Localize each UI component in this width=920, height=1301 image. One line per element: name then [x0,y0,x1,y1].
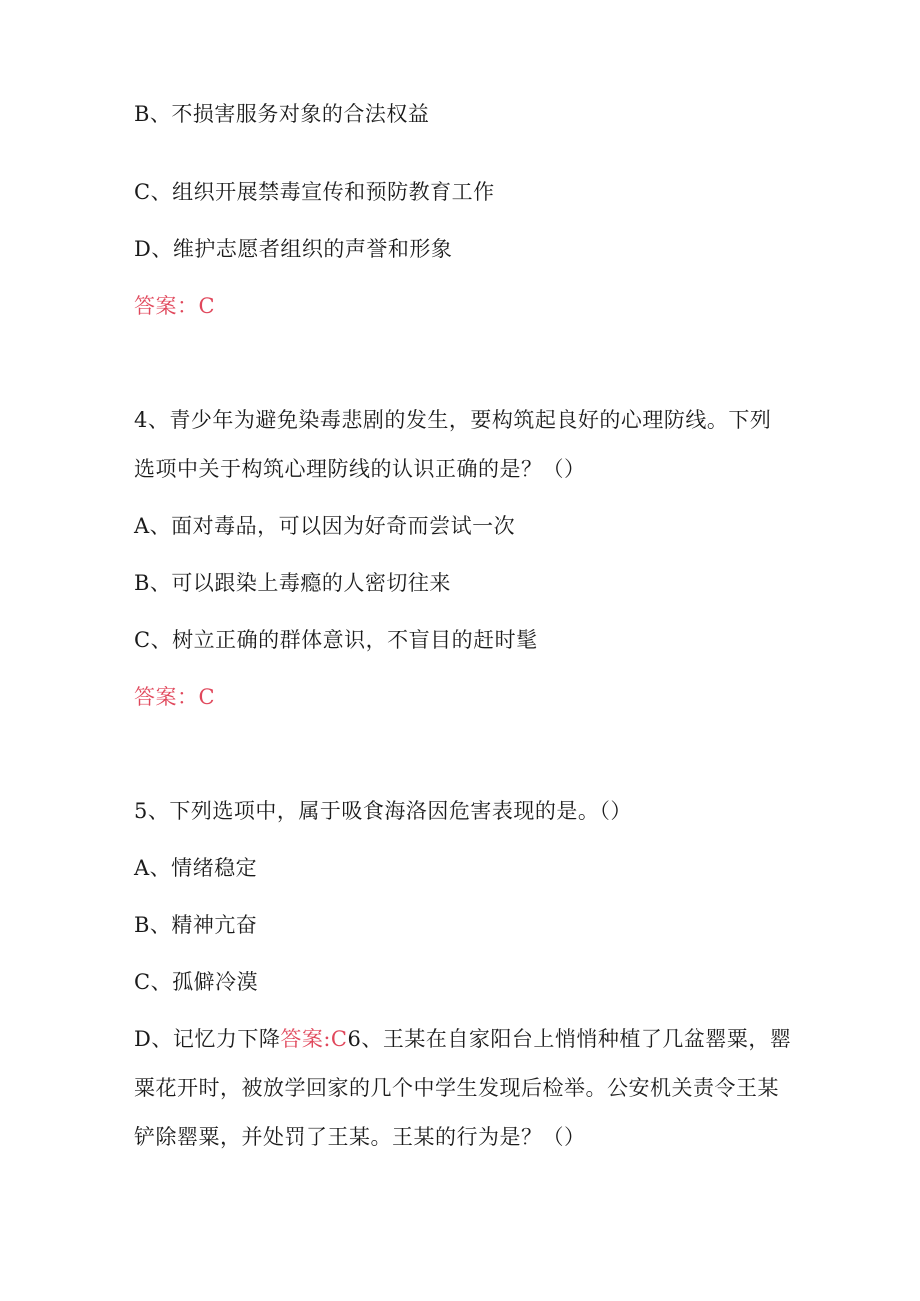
q5-option-a: A、情绪稳定 [134,856,258,880]
q5-option-d: D、记忆力下降 [134,1027,281,1051]
q5-stem: 5、下列选项中，属于吸食海洛因危害表现的是。（） [134,799,632,823]
q3-option-b: B、不损害服务对象的合法权益 [134,102,430,126]
q5-option-b: B、精神亢奋 [134,913,258,937]
q5-answer: 答案:C [280,1027,348,1051]
q3-answer: 答案：C [134,294,216,318]
q6-stem-line2: 粟花开时，被放学回家的几个中学生发现后检举。公安机关责令王某 [134,1076,779,1100]
q4-option-b: B、可以跟染上毒瘾的人密切往来 [134,571,451,595]
q4-answer: 答案：C [134,685,216,709]
q4-stem-line2: 选项中关于构筑心理防线的认识正确的是？（） [134,457,586,481]
q6-stem-start: 6、王某在自家阳台上悄悄种植了几盆罂粟，罂 [347,1027,792,1051]
q4-stem-line1: 4、青少年为避免染毒悲剧的发生，要构筑起良好的心理防线。下列 [134,408,772,432]
q4-option-c: C、树立正确的群体意识，不盲目的赶时髦 [134,628,538,652]
q3-option-c: C、组织开展禁毒宣传和预防教育工作 [134,180,495,204]
q5-option-d-and-q6-start [134,1024,794,1054]
q4-option-a: A、面对毒品，可以因为好奇而尝试一次 [134,514,516,538]
q5-option-c: C、孤僻冷漠 [134,970,259,994]
q3-option-d: D、维护志愿者组织的声誉和形象 [134,237,453,261]
q6-stem-line3: 铲除罂粟，并处罚了王某。王某的行为是？（） [134,1125,586,1149]
